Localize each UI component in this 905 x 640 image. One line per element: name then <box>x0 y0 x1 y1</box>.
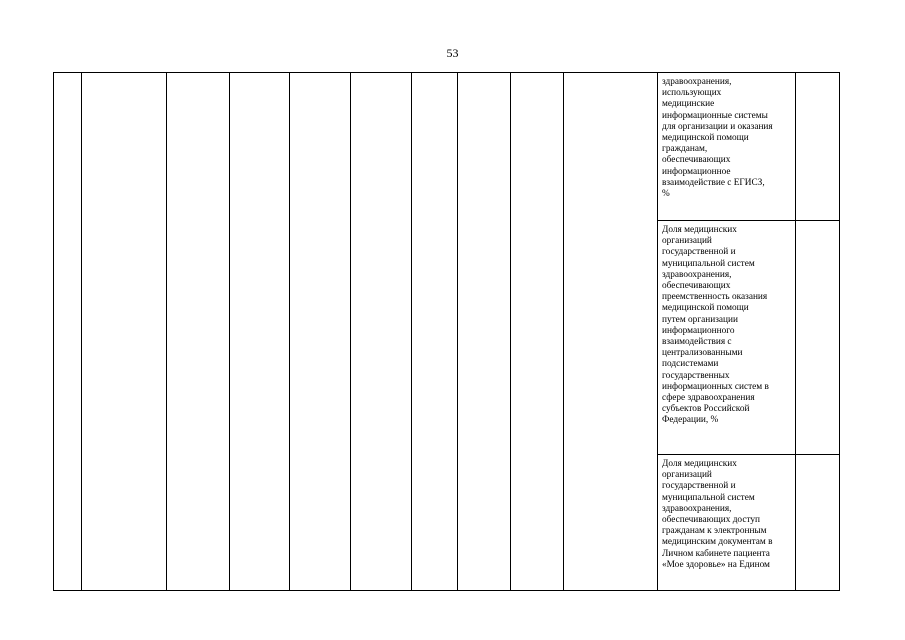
value-cell <box>796 73 840 221</box>
col-10-cell <box>564 73 658 591</box>
value-cell <box>796 455 840 591</box>
col-9-cell <box>511 73 564 591</box>
indicator-cell: здравоохранения, использующих медицинские информационные системы для организации и оказания медицинской помощи гражданам, обеспечивающих информационное взаимодействие с ЕГИСЗ, % <box>658 73 796 221</box>
table-row <box>54 73 840 221</box>
col-4-cell <box>230 73 290 591</box>
col-8-cell <box>458 73 511 591</box>
indicator-cell: Доля медицинских организаций государственной и муниципальной систем здравоохранения, обеспечивающих доступ гражданам к электронным медицинским документам в Личном кабинете пациента «Мое здоровье» на Едином <box>658 455 796 591</box>
value-cell <box>796 221 840 455</box>
col-number-cell <box>54 73 82 591</box>
col-3-cell <box>167 73 230 591</box>
indicator-cell: Доля медицинских организаций государственной и муниципальной систем здравоохранения, обеспечивающих преемственность оказания медицинской помощи путем организации информационного взаимодействия с централизованными подсистемами государственных информационных систем в сфере здравоохранения субъектов Российской Федерации, % <box>658 221 796 455</box>
col-5-cell <box>290 73 351 591</box>
col-6-cell <box>351 73 412 591</box>
col-7-cell <box>412 73 458 591</box>
indicators-table <box>53 72 840 591</box>
page-number: 53 <box>446 46 459 60</box>
col-2-cell <box>82 73 167 591</box>
